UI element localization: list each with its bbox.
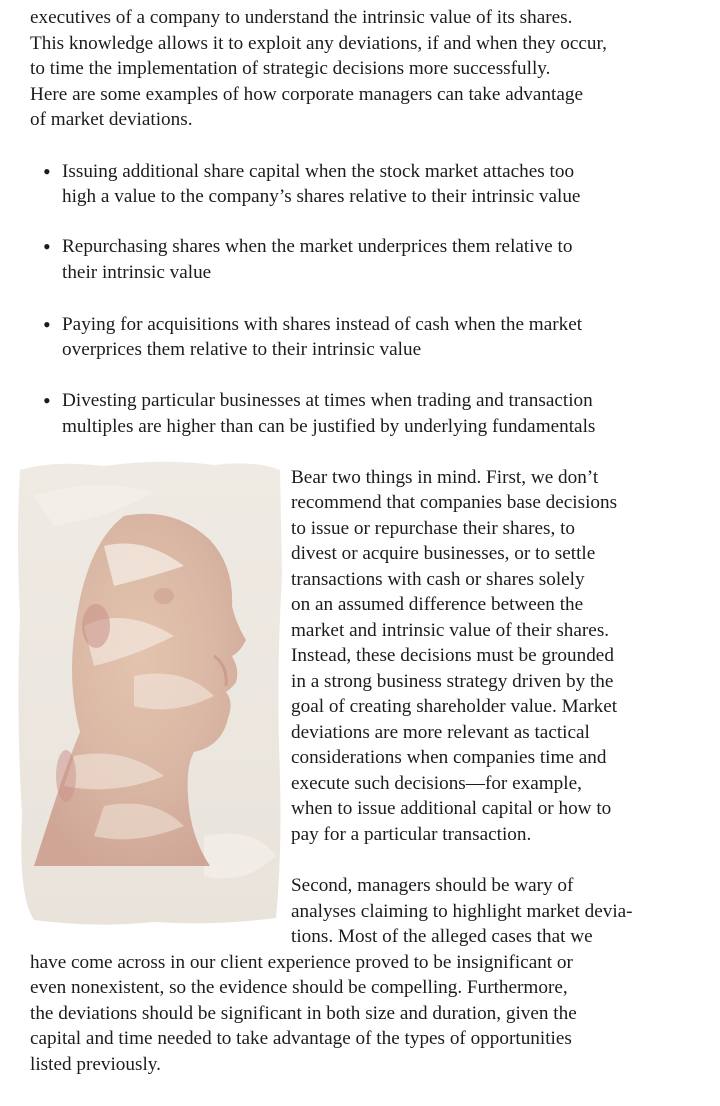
paragraph-line: the deviations should be significant in both size and duration, given the xyxy=(30,1003,577,1024)
bullet-text-line: Issuing additional share capital when the stock market attaches too xyxy=(62,161,575,182)
paragraph-line: pay for a particular transaction. xyxy=(291,824,532,845)
bullet-text-line: Paying for acquisitions with shares instead of cash when the market xyxy=(62,314,583,335)
paragraph-line: market and intrinsic value of their shares. xyxy=(291,620,610,641)
paragraph-line: considerations when companies time and xyxy=(291,747,607,768)
paragraph-line: Bear two things in mind. First, we don’t xyxy=(291,467,599,488)
paragraph-line: Second, managers should be wary of xyxy=(291,875,574,896)
paragraph-line: divest or acquire businesses, or to settle xyxy=(291,543,596,564)
paragraph-line: when to issue additional capital or how to xyxy=(291,798,612,819)
bullet-text-line: Repurchasing shares when the market underprices them relative to xyxy=(62,236,573,257)
bullet-dot-icon: • xyxy=(43,388,51,413)
bullet-dot-icon: • xyxy=(43,312,51,337)
paragraph-line: to issue or repurchase their shares, to xyxy=(291,518,575,539)
intro-line: of market deviations. xyxy=(30,109,193,130)
paragraph-line: recommend that companies base decisions xyxy=(291,492,618,513)
bullet-dot-icon: • xyxy=(43,159,51,184)
paragraph-line: on an assumed difference between the xyxy=(291,594,584,615)
paragraph-line: even nonexistent, so the evidence should be compelling. Furthermore, xyxy=(30,977,568,998)
intro-line: Here are some examples of how corporate managers can take advantage xyxy=(30,84,583,105)
head-silhouette-icon xyxy=(14,456,284,928)
paragraph-line: have come across in our client experience proved to be insignificant or xyxy=(30,952,573,973)
paragraph-line: analyses claiming to highlight market devia- xyxy=(291,901,633,922)
bullet-text-line: Divesting particular businesses at times when trading and transaction xyxy=(62,390,593,411)
paragraph-line: listed previously. xyxy=(30,1054,161,1075)
bullet-text-line: multiples are higher than can be justified by underlying fundamentals xyxy=(62,416,596,437)
paragraph-line: in a strong business strategy driven by the xyxy=(291,671,614,692)
bullet-text-line: their intrinsic value xyxy=(62,262,212,283)
paragraph-line: transactions with cash or shares solely xyxy=(291,569,585,590)
bullet-dot-icon: • xyxy=(43,234,51,259)
head-silhouette-illustration xyxy=(14,456,284,928)
intro-line: This knowledge allows it to exploit any deviations, if and when they occur, xyxy=(30,33,607,54)
paragraph-line: Instead, these decisions must be grounded xyxy=(291,645,614,666)
intro-line: executives of a company to understand the intrinsic value of its shares. xyxy=(30,7,573,28)
bullet-text-line: overprices them relative to their intrinsic value xyxy=(62,339,422,360)
paragraph-line: deviations are more relevant as tactical xyxy=(291,722,590,743)
intro-line: to time the implementation of strategic decisions more successfully. xyxy=(30,58,551,79)
paragraph-line: execute such decisions—for example, xyxy=(291,773,582,794)
paragraph-line: goal of creating shareholder value. Market xyxy=(291,696,618,717)
paragraph-line: tions. Most of the alleged cases that we xyxy=(291,926,593,947)
paragraph-line: capital and time needed to take advantage of the types of opportunities xyxy=(30,1028,572,1049)
bullet-text-line: high a value to the company’s shares relative to their intrinsic value xyxy=(62,186,581,207)
